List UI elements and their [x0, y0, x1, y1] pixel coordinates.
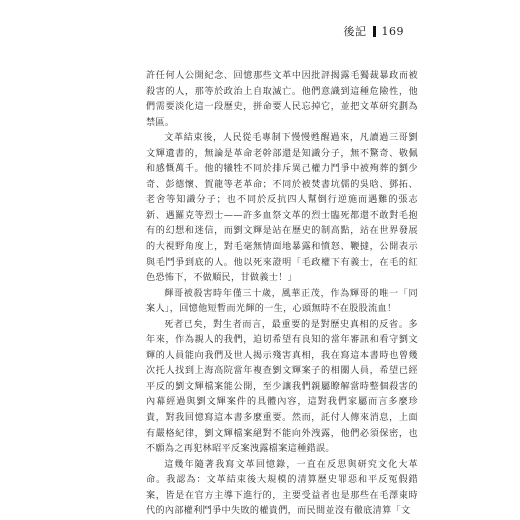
paragraph: 死者已矣，對生者而言，最重要的是對歷史真相的反省。多年來，作為親人的我們，迫切希望有良知的當年審訊和看守劉文輝的人員能向我們及世人揭示殘害真相，我在寫這本書時也曾幾次托人找到上海高院當年複查劉文輝案子的相關人員，希望已經平反的劉文輝檔案能公開，至少讓我們親屬瞭解當時整個殺害的內幕經過與劉文輝案件的具體內容，這對我們家屬而言多麼珍貴，對我回憶寫這本書多麼重要。然而，託付人傳來消息，上面有嚴格紀律，劉文輝檔案絕對不能向外洩露，他們必須保密，也不願為之再犯林昭平反案洩露檔案這種錯誤。 — [146, 319, 418, 455]
paragraph: 輝哥被殺害時年僅三十歲，風華正茂，作為輝哥的唯一「同案人」，回憶他短暫而光輝的一生，心頭無時不在股股流血！ — [146, 288, 418, 315]
page-body — [146, 69, 418, 520]
paragraph-continued: 許任何人公開紀念、回憶那些文革中因批評揭露毛獨裁暴政而被殺害的人，那等於政治上自取滅亡。他們意識到這種危險性，他們需要淡化這一段歷史，拼命要人民忘掉它，並把文革研究劃為禁區。 — [146, 71, 418, 128]
running-head — [344, 23, 405, 39]
page-number: 169 — [381, 24, 404, 38]
paragraph: 文革結束後，人民從毛專制下慢慢甦醒過來，凡讀過三哥劉文輝遺書的，無論是革命老幹部還是知識分子，無不驚奇、敬佩和感慨萬千。他的犧牲不同於排斥異己權力鬥爭中被殉葬的劉少奇、彭德懷、賀龍等老革命；不同於被焚書坑儒的吳晗、鄧拓、老舍等知識分子；也不同於反抗四人幫倒行逆施而遇難的張志新、遇羅克等烈士——許多血祭文革的烈士臨死都還不敢對毛抱有的幻想和迷信，而劉文輝是站在歷史的制高點，站在世界發展的大視野角度上，對毛毫無情面地暴露和憤怒、鞭撻，公開表示與毛鬥爭到底的人。他以死來證明「毛政權下有義士，在毛的紅色恐怖下，不做順民，甘做義士！」 — [146, 133, 418, 284]
separator-bar — [373, 26, 376, 37]
chapter-title: 後記 — [343, 25, 367, 38]
paragraph: 這幾年隨著我寫文革回憶錄，一直在反思與研究文化大革命。我認為：文革結束後大規模的清算歷史罪惡和平反冤假錯案，皆是在官方主導下進行的，主要受益者也是那些在毛澤東時代的內部權利鬥爭中失敗的權貴們，而民間並沒有徹底清算「文 — [146, 459, 418, 517]
